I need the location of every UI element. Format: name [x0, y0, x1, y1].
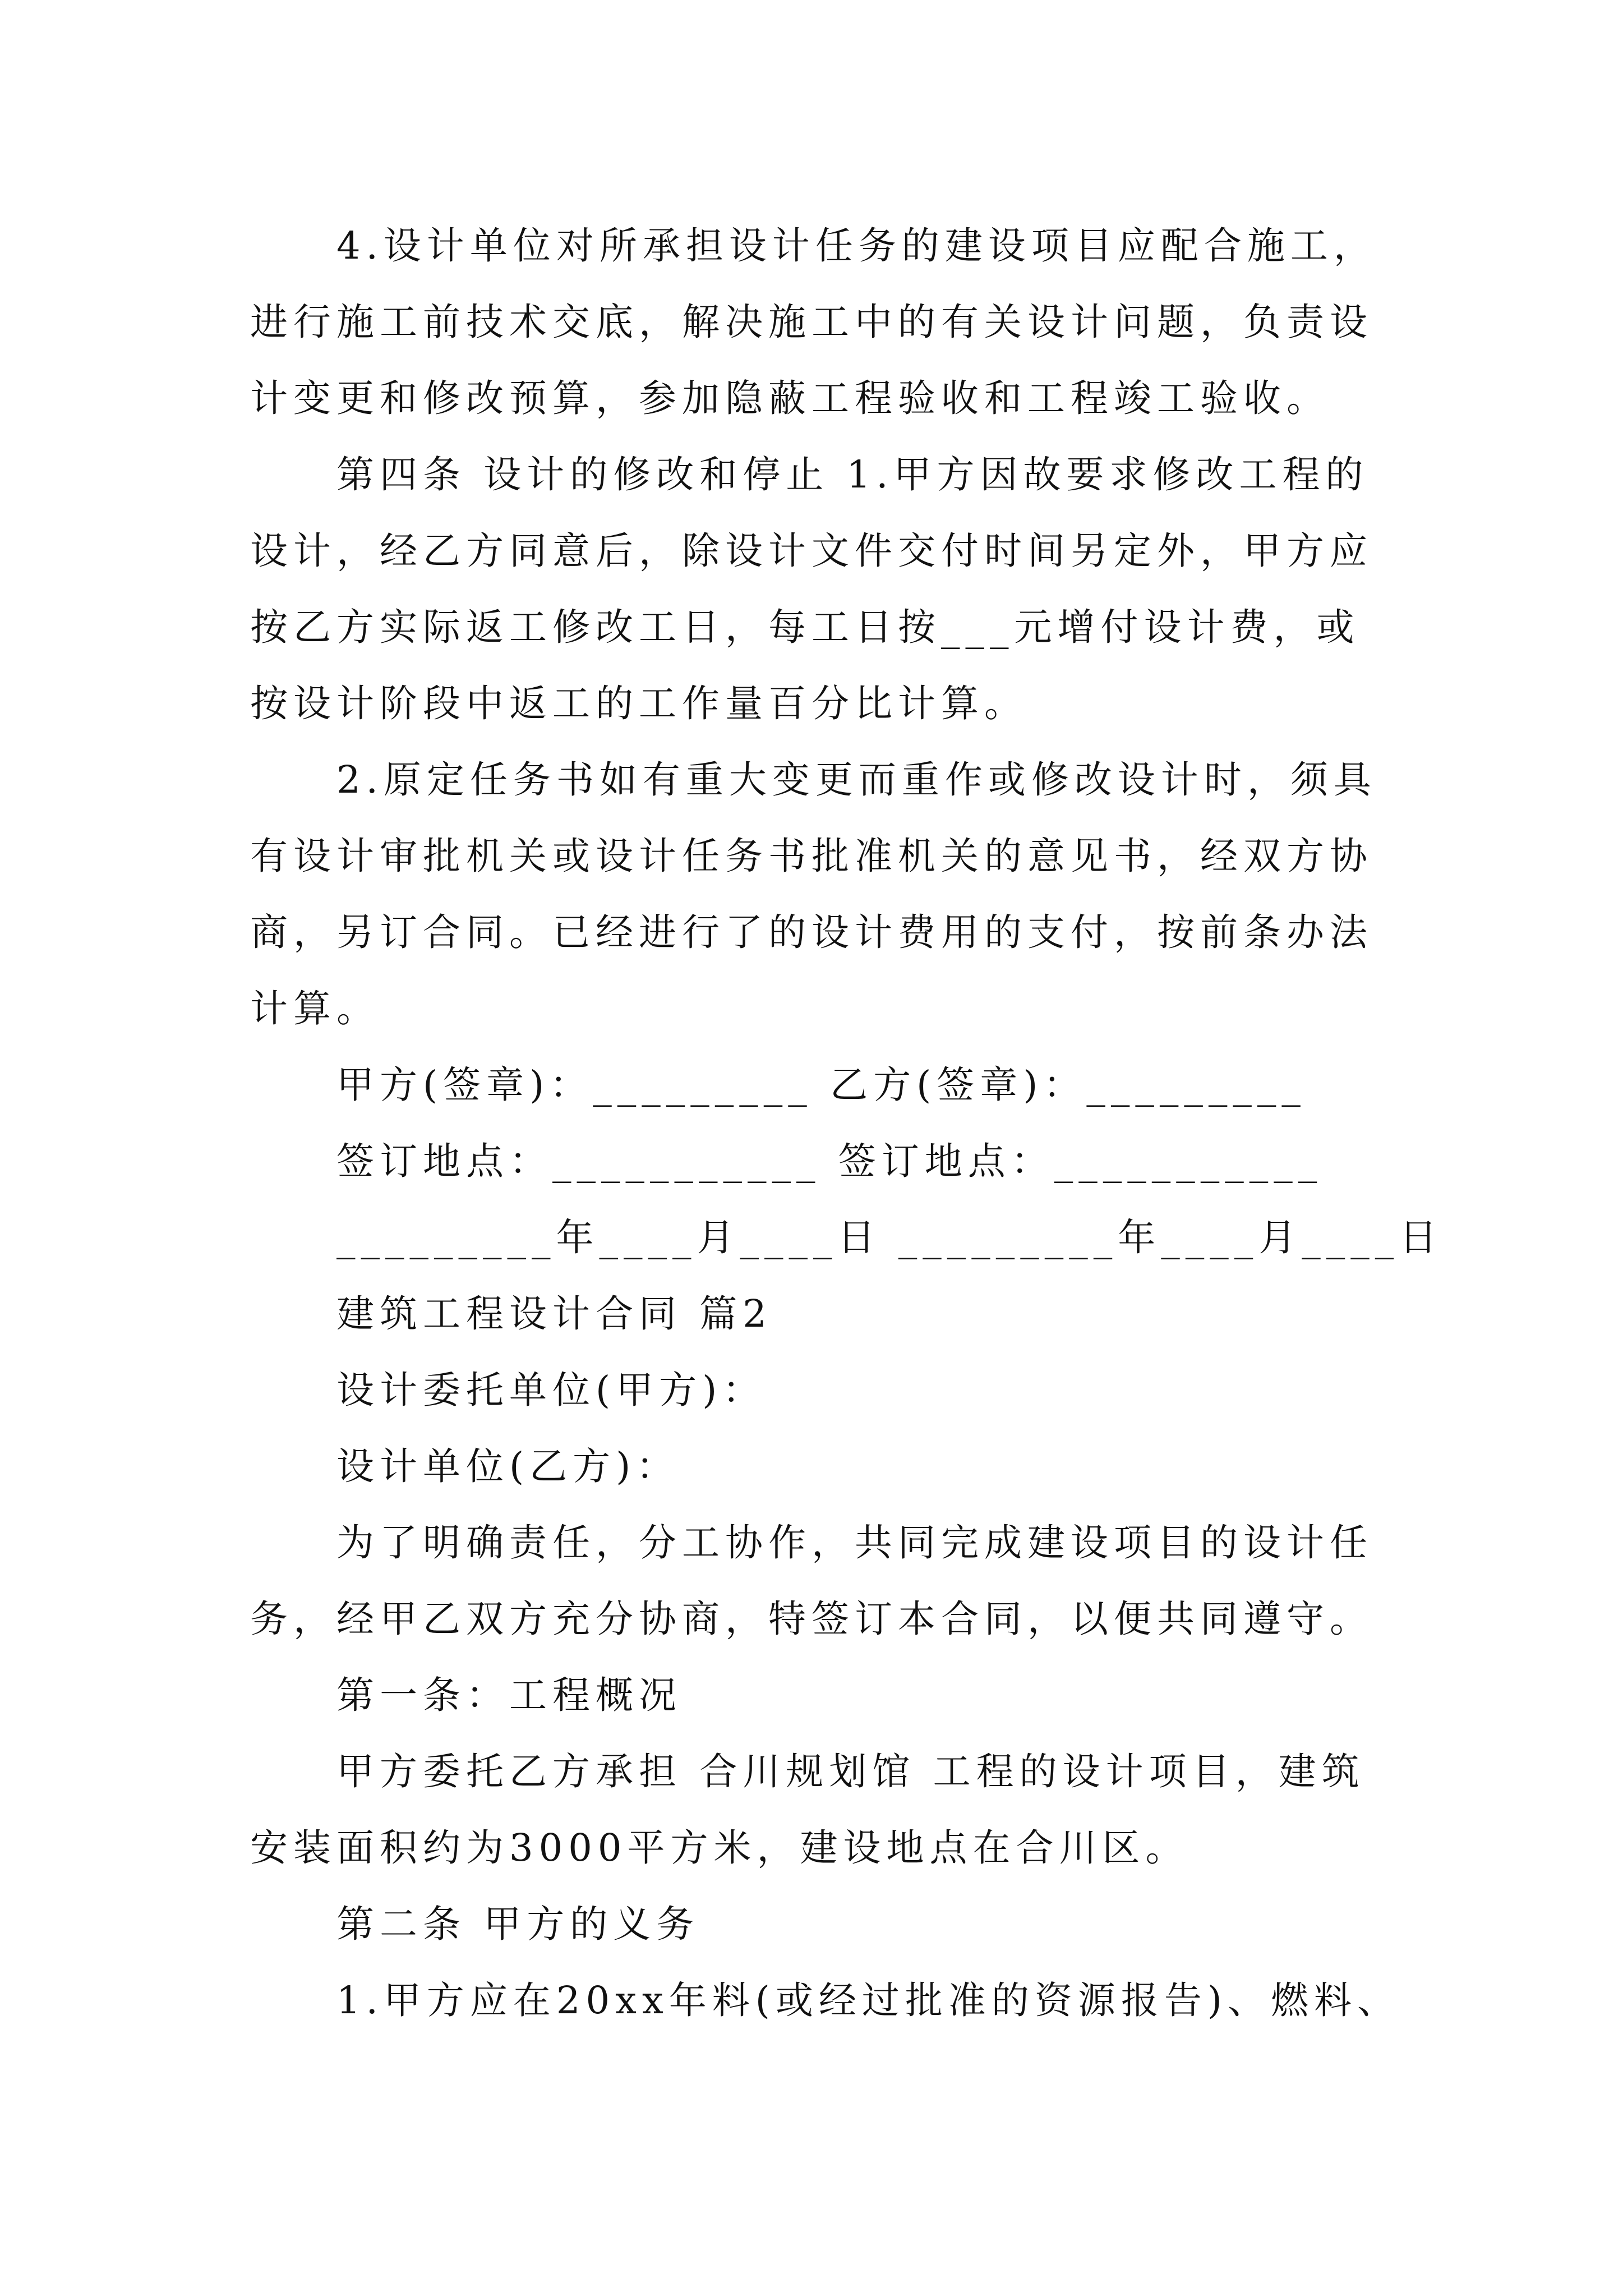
signature-line-party-a-b: 甲方(签章)：_________ 乙方(签章)：_________: [336, 1063, 1306, 1107]
text-line: 商，另订合同。已经进行了的设计费用的支付，按前条办法: [250, 910, 1373, 954]
article-heading: 第二条 甲方的义务: [336, 1902, 700, 1946]
text-line: 进行施工前技术交底，解决施工中的有关设计问题，负责设: [250, 300, 1373, 344]
text-line: 甲方委托乙方承担 合川规划馆 工程的设计项目，建筑: [336, 1750, 1365, 1793]
text-line: 按乙方实际返工修改工日，每工日按___元增付设计费，或: [250, 605, 1360, 649]
text-line: 有设计审批机关或设计任务书批准机关的意见书，经双方协: [250, 834, 1373, 878]
section-heading: 建筑工程设计合同 篇2: [336, 1292, 772, 1336]
text-line: 为了明确责任，分工协作，共同完成建设项目的设计任: [336, 1521, 1373, 1565]
text-line: 2.原定任务书如有重大变更而重作或修改设计时，须具: [336, 758, 1377, 802]
text-line: 4.设计单位对所承担设计任务的建设项目应配合施工，: [336, 224, 1377, 268]
text-line: 按设计阶段中返工的工作量百分比计算。: [250, 682, 1027, 725]
text-line: 务，经甲乙双方充分协商，特签订本合同，以便共同遵守。: [250, 1597, 1373, 1641]
text-line: 设计单位(乙方)：: [336, 1444, 680, 1488]
text-line: 1.甲方应在20xx年料(或经过批准的资源报告)、燃料、: [336, 1978, 1401, 2022]
text-line: 计算。: [250, 987, 380, 1030]
text-line: 设计委托单位(甲方)：: [336, 1368, 766, 1412]
text-line: 安装面积约为3000平方米，建设地点在合川区。: [250, 1826, 1189, 1870]
text-line: 第四条 设计的修改和停止 1.甲方因故要求修改工程的: [336, 453, 1369, 496]
text-line: 设计，经乙方同意后，除设计文件交付时间另定外，甲方应: [250, 529, 1373, 573]
signing-place-line: 签订地点：___________ 签订地点：___________: [336, 1139, 1323, 1183]
article-heading: 第一条：工程概况: [336, 1673, 682, 1717]
signing-date-line: _________年____月____日 _________年____月____日: [336, 1216, 1443, 1259]
text-line: 计变更和修改预算，参加隐蔽工程验收和工程竣工验收。: [250, 376, 1330, 420]
